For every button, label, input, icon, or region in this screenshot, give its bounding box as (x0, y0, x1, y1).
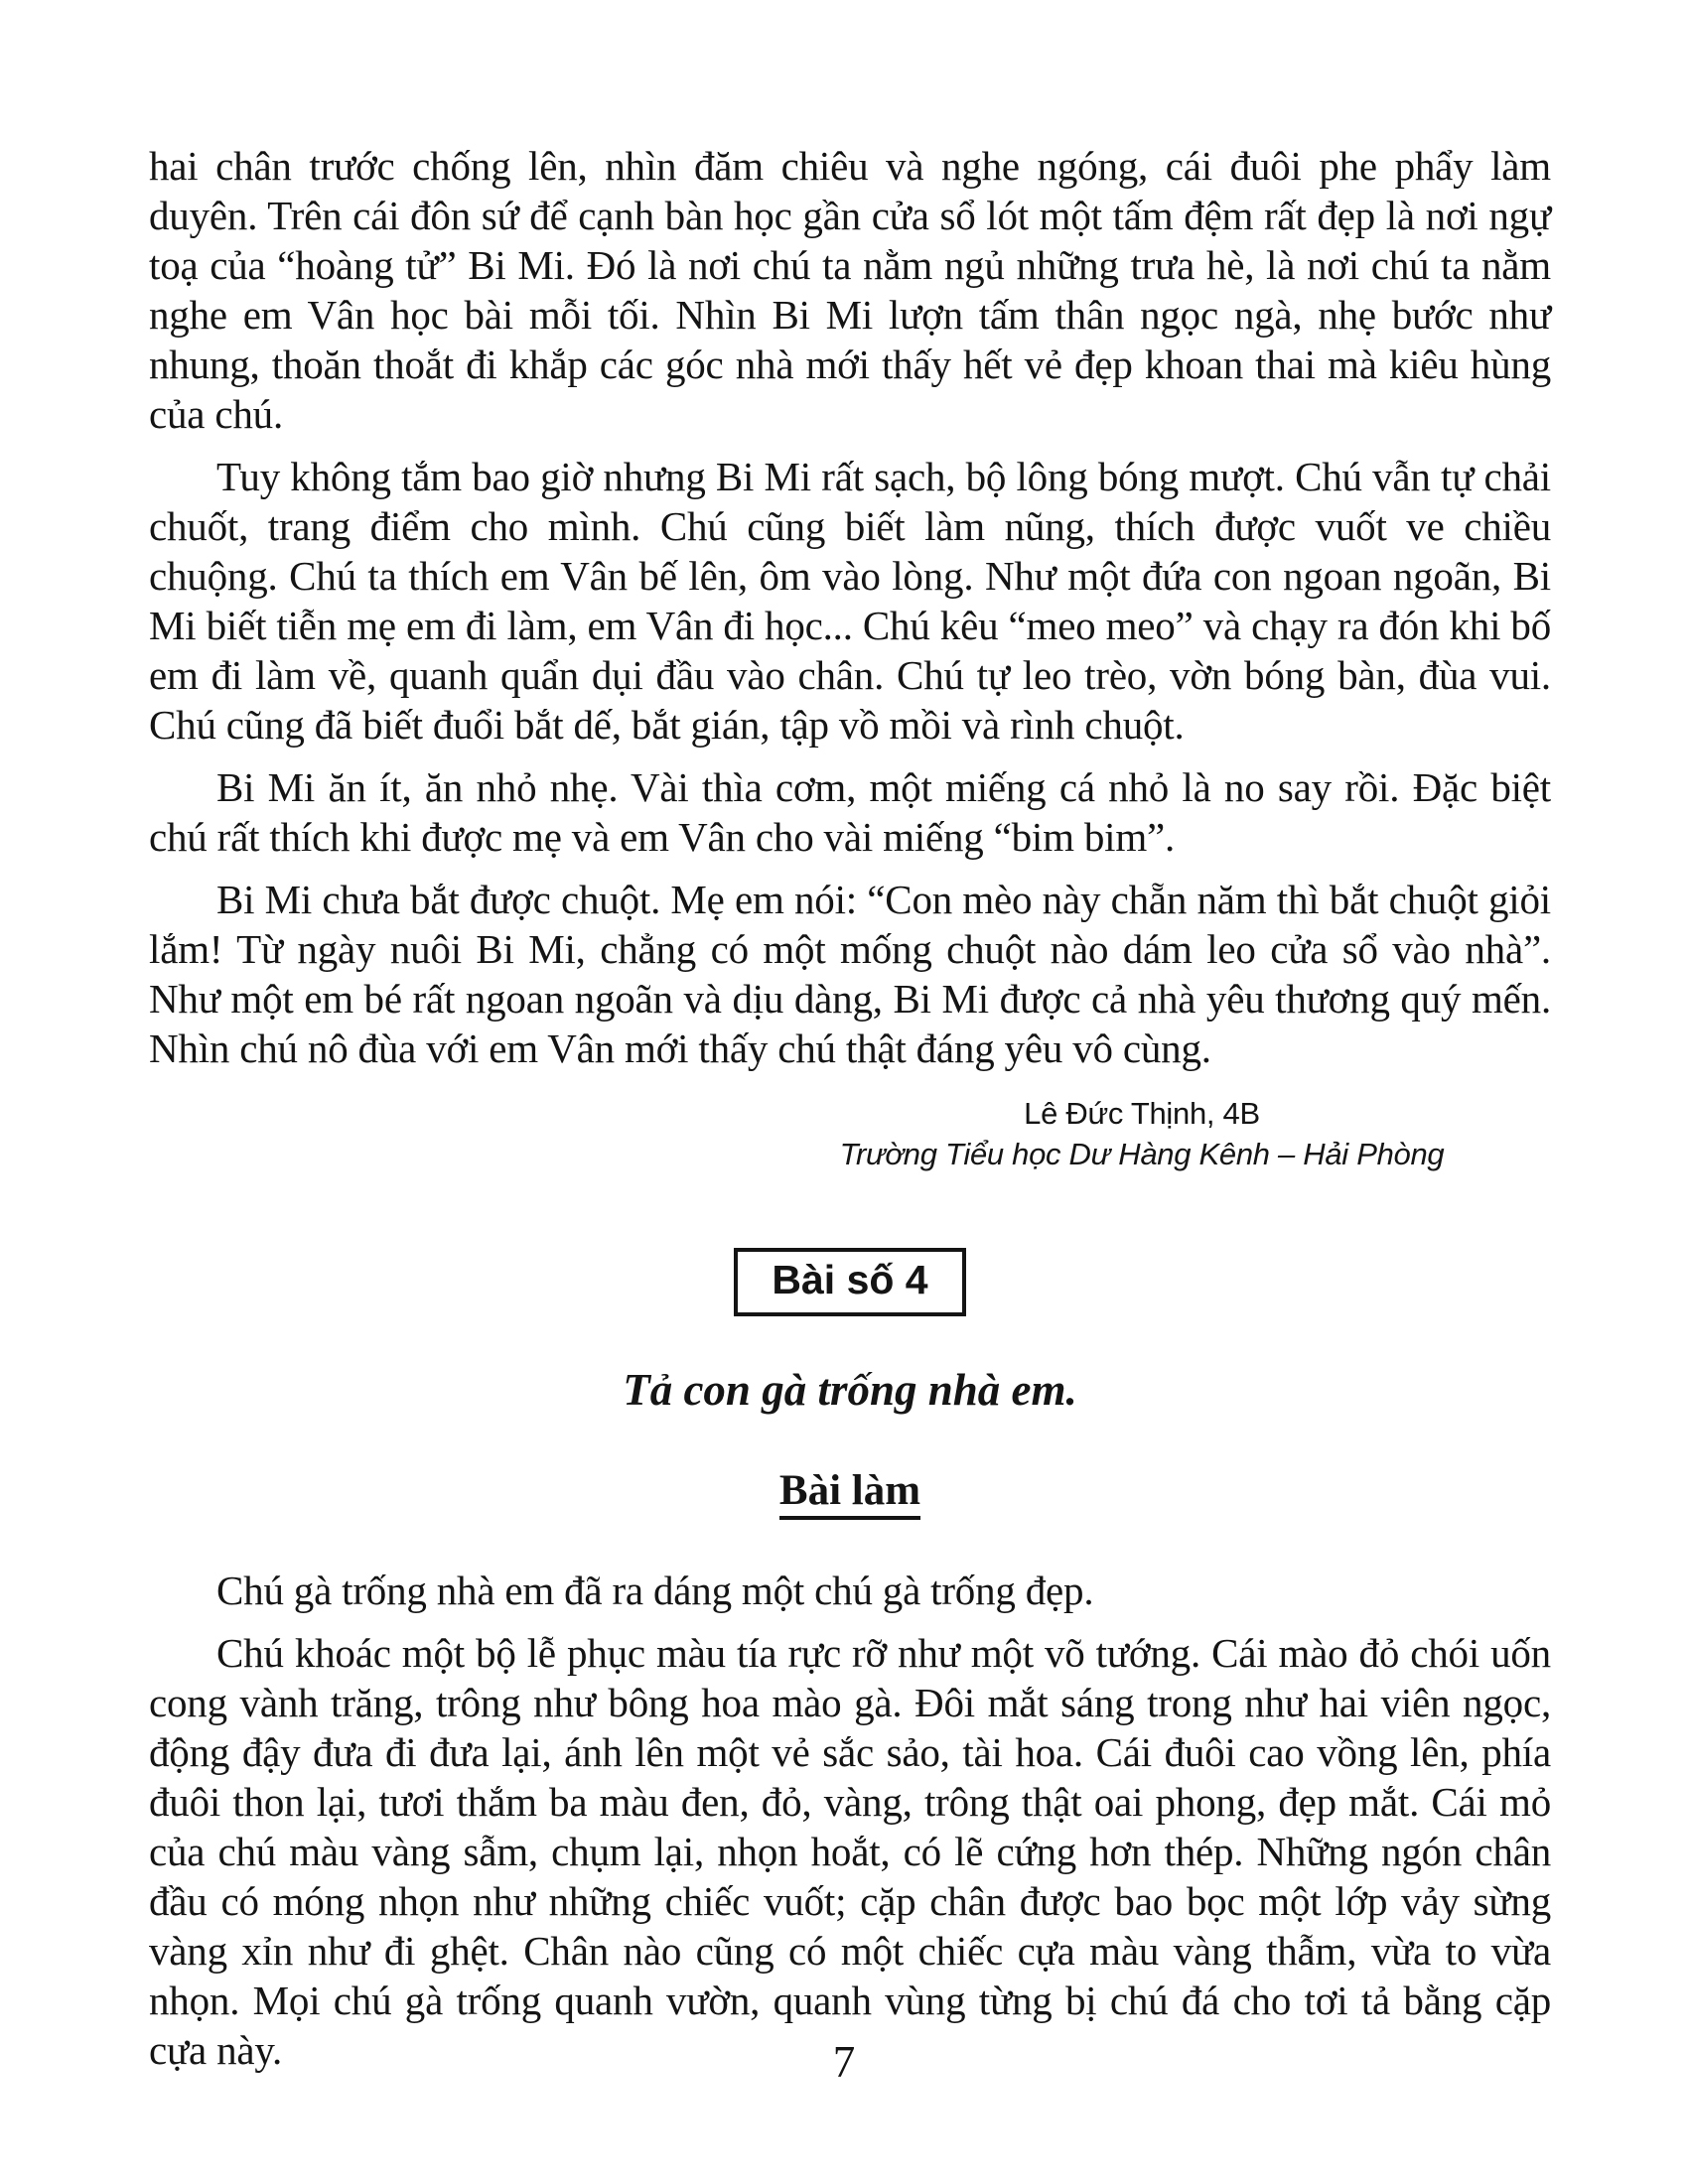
lesson-number-box: Bài số 4 (734, 1248, 965, 1316)
author-name: Lê Đức Thịnh, 4B (1024, 1096, 1260, 1131)
lesson-number-row (149, 1248, 1551, 1316)
essay-heading-row (149, 1467, 1551, 1520)
essay-heading: Bài làm (779, 1467, 920, 1520)
essay1-paragraph: Bi Mi ăn ít, ăn nhỏ nhẹ. Vài thìa cơm, một miếng cá nhỏ là no say rồi. Đặc biệt chú rất thích khi được mẹ và em Vân cho vài miếng “bim bim”. (149, 764, 1551, 860)
text-block (149, 141, 1551, 2088)
essay1-paragraph: Tuy không tắm bao giờ nhưng Bi Mi rất sạch, bộ lông bóng mượt. Chú vẫn tự chải chuốt, trang điểm cho mình. Chú cũng biết làm nũng, thích được vuốt ve chiều chuộng. Chú ta thích em Vân bế lên, ôm vào lòng. Như một đứa con ngoan ngoãn, Bi Mi biết tiễn mẹ em đi làm, em Vân đi học... Chú kêu “meo meo” và chạy ra đón khi bố em đi làm về, quanh quẩn dụi đầu vào chân. Chú tự leo trèo, vờn bóng bàn, đùa vui. Chú cũng đã biết đuổi bắt dế, bắt gián, tập vồ mồi và rình chuột. (149, 454, 1551, 748)
attribution-block (784, 1093, 1499, 1174)
essay1-paragraph-continuation: hai chân trước chống lên, nhìn đăm chiêu và nghe ngóng, cái đuôi phe phẩy làm duyên. Trên cái đôn sứ để cạnh bàn học gần cửa sổ lót một tấm đệm rất đẹp là nơi ngự toạ của “hoàng tử” Bi Mi. Đó là nơi chú ta nằm ngủ những trưa hè, là nơi chú ta nằm nghe em Vân học bài mỗi tối. Nhìn Bi Mi lượn tấm thân ngọc ngà, nhẹ bước như nhung, thoăn thoắt đi khắp các góc nhà mới thấy hết vẻ đẹp khoan thai mà kiêu hùng của chú. (149, 143, 1551, 437)
essay2-paragraph: Chú gà trống nhà em đã ra dáng một chú gà trống đẹp. (216, 1567, 1094, 1613)
page-number: 7 (832, 2037, 856, 2087)
essay1-paragraph: Bi Mi chưa bắt được chuột. Mẹ em nói: “Con mèo này chẵn năm thì bắt chuột giỏi lắm! Từ ngày nuôi Bi Mi, chẳng có một mống chuột nào dám leo cửa sổ vào nhà”. Như một em bé rất ngoan ngoãn và dịu dàng, Bi Mi được cả nhà yêu thương quý mến. Nhìn chú nô đùa với em Vân mới thấy chú thật đáng yêu vô cùng. (149, 877, 1551, 1071)
essay-title: Tả con gà trống nhà em. (623, 1365, 1077, 1415)
essay2-paragraph: Chú khoác một bộ lễ phục màu tía rực rỡ như một võ tướng. Cái mào đỏ chói uốn cong vành trăng, trông như bông hoa mào gà. Đôi mắt sáng trong như hai viên ngọc, động đậy đưa đi đưa lại, ánh lên một vẻ sắc sảo, tài hoa. Cái đuôi cao vồng lên, phía đuôi thon lại, tươi thắm ba màu đen, đỏ, vàng, trông thật oai phong, đẹp mắt. Cái mỏ của chú màu vàng sẫm, chụm lại, nhọn hoắt, có lẽ cứng hơn thép. Những ngón chân đầu có móng nhọn như những chiếc vuốt; cặp chân được bao bọc một lớp vảy sừng vàng xỉn như đi ghệt. Chân nào cũng có một chiếc cựa màu vàng thẫm, vừa to vừa nhọn. Mọi chú gà trống quanh vườn, quanh vùng từng bị chú đá cho tơi tả bằng cặp cựa này. (149, 1629, 1551, 2073)
school-name: Trường Tiểu học Dư Hàng Kênh – Hải Phòng (839, 1137, 1445, 1171)
